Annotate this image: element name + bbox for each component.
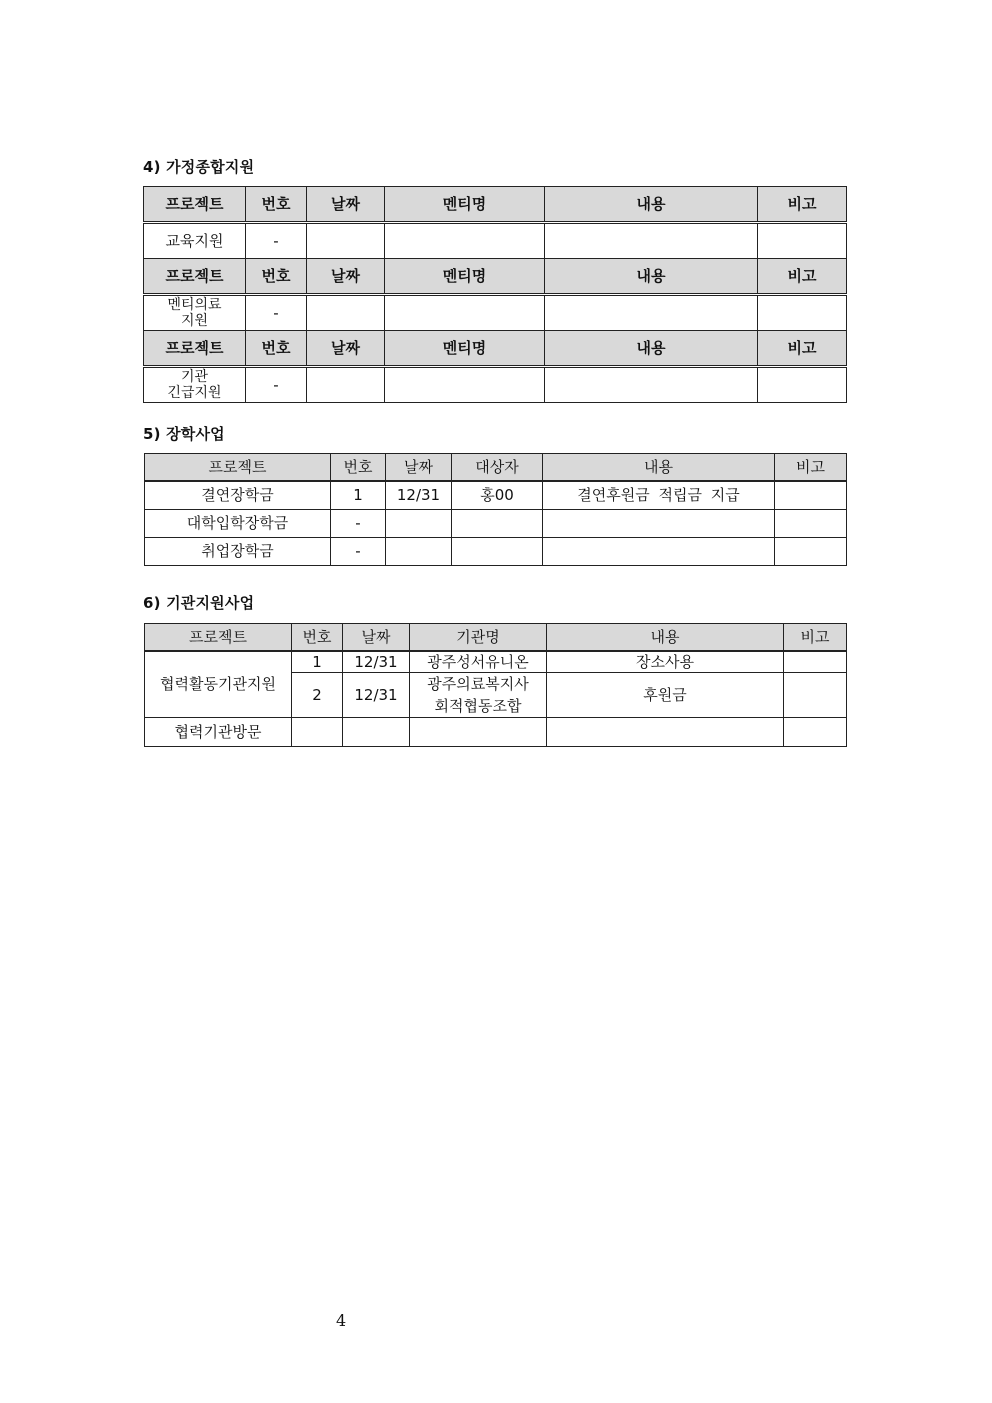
table-row (144, 367, 847, 403)
cell-number: - (246, 295, 307, 331)
cell-note (758, 295, 847, 331)
cell-date (307, 367, 385, 403)
header-project: 프로젝트 (144, 187, 246, 223)
cell-target (452, 510, 543, 538)
header-date: 날짜 (386, 454, 452, 482)
header-mentee: 멘티명 (385, 259, 545, 295)
cell-number: 1 (331, 481, 386, 510)
header-note: 비고 (758, 331, 847, 367)
section-5-title: 5) 장학사업 (143, 425, 225, 443)
header-content: 내용 (543, 454, 775, 482)
cell-date: 12/31 (343, 673, 410, 718)
cell-content (545, 367, 758, 403)
cell-date: 12/31 (343, 651, 410, 673)
table-row (145, 481, 847, 510)
header-target: 대상자 (452, 454, 543, 482)
header-number: 번호 (246, 187, 307, 223)
cell-note (758, 367, 847, 403)
table-row (145, 510, 847, 538)
cell-number: - (331, 538, 386, 566)
cell-project: 결연장학금 (145, 481, 331, 510)
cell-content: 결연후원금 적립금 지급 (543, 481, 775, 510)
cell-number: 2 (292, 673, 343, 718)
table-row (145, 538, 847, 566)
cell-project-group: 협력활동기관지원 (145, 651, 292, 718)
header-content: 내용 (545, 187, 758, 223)
cell-content (545, 295, 758, 331)
cell-date (307, 223, 385, 259)
header-mentee: 멘티명 (385, 331, 545, 367)
cell-note (775, 481, 847, 510)
cell-number: 1 (292, 651, 343, 673)
cell-note (784, 673, 847, 718)
table-header-row (145, 454, 847, 482)
table-header-row (144, 187, 847, 223)
cell-number: - (246, 367, 307, 403)
table-row (145, 651, 847, 673)
cell-target: 홍00 (452, 481, 543, 510)
cell-note (784, 651, 847, 673)
header-number: 번호 (246, 331, 307, 367)
cell-project: 대학입학장학금 (145, 510, 331, 538)
header-number: 번호 (292, 624, 343, 652)
cell-note (775, 538, 847, 566)
header-content: 내용 (545, 259, 758, 295)
cell-project: 교육지원 (144, 223, 246, 259)
table-header-row (144, 331, 847, 367)
cell-project: 취업장학금 (145, 538, 331, 566)
org-support-table (144, 623, 847, 747)
table-header-row (144, 259, 847, 295)
header-date: 날짜 (343, 624, 410, 652)
header-content: 내용 (545, 331, 758, 367)
header-mentee: 멘티명 (385, 187, 545, 223)
cell-project: 기관 긴급지원 (144, 367, 246, 403)
header-date: 날짜 (307, 187, 385, 223)
header-note: 비고 (784, 624, 847, 652)
cell-note (775, 510, 847, 538)
cell-content: 후원금 (547, 673, 784, 718)
cell-number (292, 718, 343, 747)
cell-content (547, 718, 784, 747)
table-row (145, 718, 847, 747)
header-date: 날짜 (307, 259, 385, 295)
cell-mentee (385, 223, 545, 259)
header-date: 날짜 (307, 331, 385, 367)
page-number: 4 (336, 1311, 347, 1330)
header-number: 번호 (246, 259, 307, 295)
cell-mentee (385, 367, 545, 403)
section-6-title: 6) 기관지원사업 (143, 594, 255, 612)
cell-date (343, 718, 410, 747)
cell-project: 멘티의료 지원 (144, 295, 246, 331)
cell-date (307, 295, 385, 331)
cell-mentee (385, 295, 545, 331)
cell-number: - (331, 510, 386, 538)
cell-date: 12/31 (386, 481, 452, 510)
table-row (144, 223, 847, 259)
cell-date (386, 510, 452, 538)
cell-org: 광주의료복지사 회적협동조합 (410, 673, 547, 718)
cell-org: 광주성서유니온 (410, 651, 547, 673)
header-note: 비고 (758, 187, 847, 223)
header-project: 프로젝트 (144, 259, 246, 295)
cell-number: - (246, 223, 307, 259)
table-header-row (145, 624, 847, 652)
header-content: 내용 (547, 624, 784, 652)
cell-note (758, 223, 847, 259)
cell-note (784, 718, 847, 747)
header-project: 프로젝트 (145, 624, 292, 652)
header-number: 번호 (331, 454, 386, 482)
section-4-title: 4) 가정종합지원 (143, 158, 255, 176)
header-note: 비고 (775, 454, 847, 482)
header-project: 프로젝트 (144, 331, 246, 367)
cell-date (386, 538, 452, 566)
header-project: 프로젝트 (145, 454, 331, 482)
cell-content: 장소사용 (547, 651, 784, 673)
cell-project: 협력기관방문 (145, 718, 292, 747)
scholarship-table (144, 453, 847, 566)
cell-target (452, 538, 543, 566)
header-org: 기관명 (410, 624, 547, 652)
table-row (144, 295, 847, 331)
header-note: 비고 (758, 259, 847, 295)
cell-org (410, 718, 547, 747)
cell-content (543, 538, 775, 566)
cell-content (543, 510, 775, 538)
family-support-table (143, 186, 847, 403)
cell-content (545, 223, 758, 259)
